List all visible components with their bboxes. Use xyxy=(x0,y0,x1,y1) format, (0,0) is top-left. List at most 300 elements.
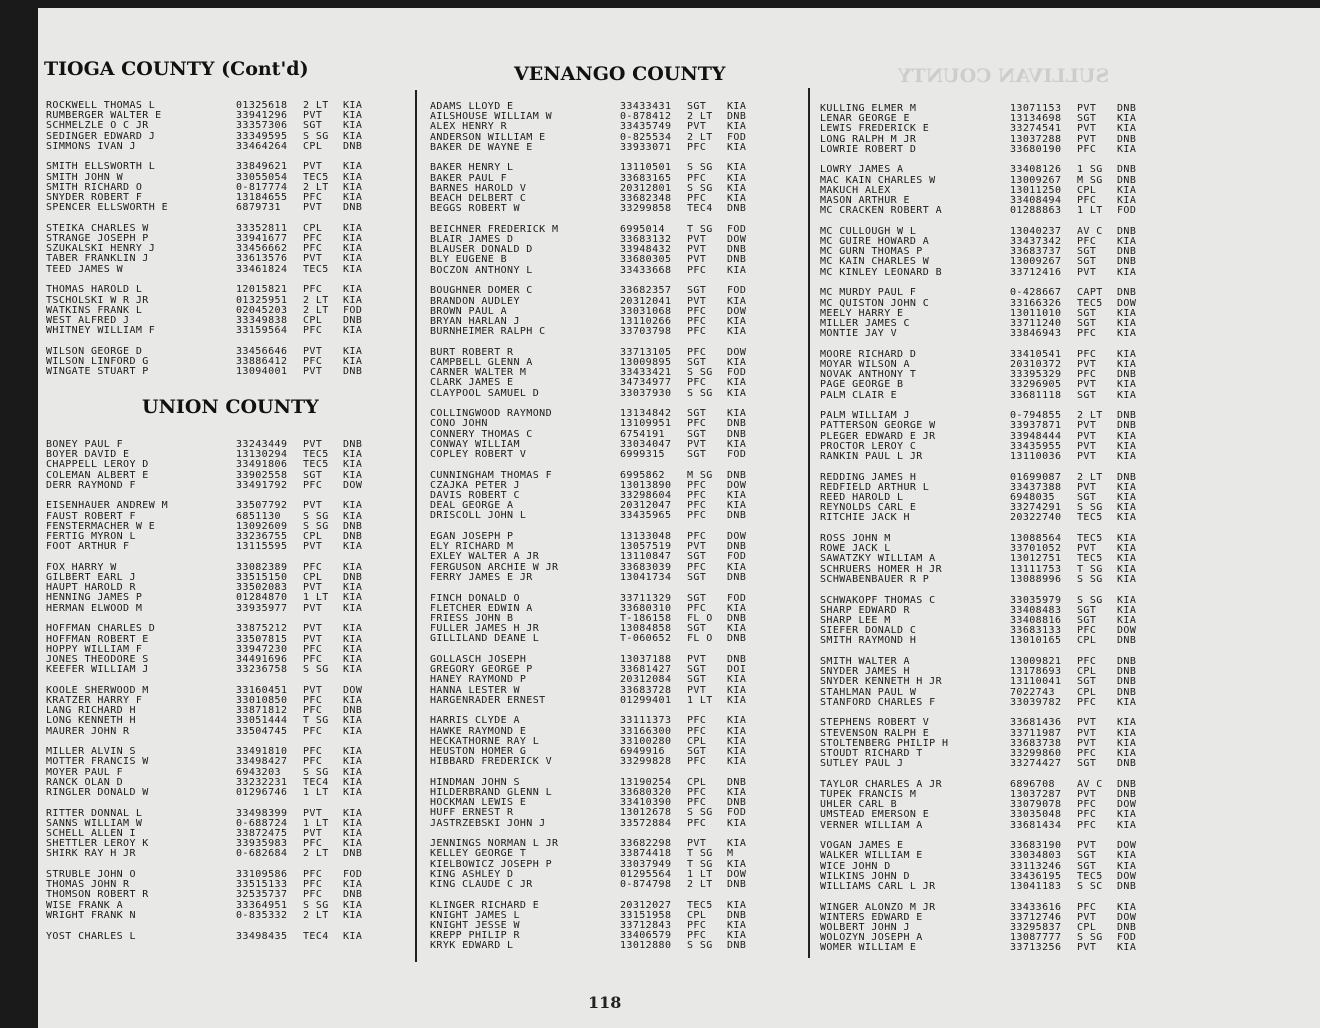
status: KIA xyxy=(343,756,363,768)
casualty-row xyxy=(430,491,757,501)
casualty-row xyxy=(46,111,373,121)
rank: M SG xyxy=(1077,174,1103,186)
serial-number: 33935977 xyxy=(236,602,288,614)
status: KIA xyxy=(727,899,747,911)
serial-number: 33498435 xyxy=(236,930,288,942)
casualty-row xyxy=(430,348,757,358)
casualty-name: RANKIN PAUL L JR xyxy=(820,451,923,462)
serial-number: 33055054 xyxy=(236,171,288,183)
casualty-row xyxy=(820,718,1147,728)
casualty-row xyxy=(46,849,373,859)
status: KIA xyxy=(727,141,747,153)
casualty-row xyxy=(46,819,373,829)
casualty-name: MC CRACKEN ROBERT A xyxy=(820,206,942,217)
serial-number: 33464264 xyxy=(236,140,288,152)
serial-number: 0-874798 xyxy=(620,879,672,890)
status: KIA xyxy=(1117,727,1137,739)
status: KIA xyxy=(343,746,363,758)
rank: S SG xyxy=(687,940,713,952)
serial-number: 33947230 xyxy=(236,643,288,655)
rank: SGT xyxy=(1077,850,1097,862)
casualty-name: HEUSTON HOMER G xyxy=(430,746,527,757)
serial-number: 13057519 xyxy=(620,541,672,553)
rank: PVT xyxy=(303,253,323,265)
casualty-row xyxy=(430,266,757,276)
serial-number: 33504745 xyxy=(236,725,288,737)
casualty-row xyxy=(430,552,757,562)
roster-group xyxy=(430,471,757,522)
rank: CPL xyxy=(1077,184,1097,196)
status: KIA xyxy=(343,879,363,891)
casualty-name: BONEY PAUL F xyxy=(46,440,124,450)
casualty-name: HOFFMAN CHARLES D xyxy=(46,624,156,635)
status: KIA xyxy=(727,787,747,798)
status: DNB xyxy=(727,428,747,440)
casualty-name: SCHWABENBAUER R P xyxy=(820,574,930,585)
casualty-row xyxy=(430,481,757,491)
casualty-row xyxy=(820,135,1147,145)
casualty-name: WICE JOHN D xyxy=(820,861,891,872)
casualty-name: PAGE GEORGE B xyxy=(820,380,904,391)
rank: PVT xyxy=(1077,911,1097,923)
rank: 2 LT xyxy=(303,100,329,111)
serial-number: 33948432 xyxy=(620,244,672,256)
serial-number: 01699087 xyxy=(1010,471,1062,483)
roster-group xyxy=(46,440,373,491)
rank: PVT xyxy=(303,345,323,357)
rank: PFC xyxy=(687,141,707,153)
serial-number: 33166326 xyxy=(1010,297,1062,309)
status: KIA xyxy=(727,674,747,686)
serial-number: 13134842 xyxy=(620,408,672,420)
casualty-row xyxy=(820,483,1147,493)
serial-number: 13012678 xyxy=(620,807,672,819)
status: DNB xyxy=(727,571,747,583)
casualty-row xyxy=(820,810,1147,820)
rank: PVT xyxy=(1077,133,1097,145)
rank: TEC5 xyxy=(1077,512,1103,524)
rank: PFC xyxy=(687,377,707,389)
serial-number: 33436195 xyxy=(1010,870,1062,882)
roster-group xyxy=(820,718,1147,769)
casualty-name: SHARP EDWARD R xyxy=(820,605,910,616)
casualty-name: BLAIR JAMES D xyxy=(430,235,514,246)
status: DNB xyxy=(727,203,747,215)
casualty-name: FERRY JAMES E JR xyxy=(430,572,533,583)
status: KIA xyxy=(343,263,363,275)
casualty-row xyxy=(820,227,1147,237)
serial-number: 13184655 xyxy=(236,192,288,203)
casualty-name: JONES THEODORE S xyxy=(46,654,149,665)
rank: S SG xyxy=(303,510,329,522)
rank: 2 LT xyxy=(687,879,713,890)
rank: PVT xyxy=(1077,440,1097,452)
status: KIA xyxy=(1117,860,1137,872)
serial-number: 6879731 xyxy=(236,202,281,214)
status: KIA xyxy=(343,459,363,471)
casualty-name: SZUKALSKI HENRY J xyxy=(46,244,156,255)
serial-number: 13041183 xyxy=(1010,881,1062,892)
casualty-name: EXLEY WALTER A JR xyxy=(430,552,540,563)
serial-number: 13133048 xyxy=(620,531,672,543)
status: KIA xyxy=(1117,123,1137,135)
serial-number: 0-428667 xyxy=(1010,287,1062,299)
serial-number: 6949916 xyxy=(620,745,665,757)
heading-union-county: UNION COUNTY xyxy=(142,396,319,418)
status: KIA xyxy=(1117,901,1137,913)
casualty-row xyxy=(820,616,1147,626)
casualty-name: FAUST ROBERT F xyxy=(46,511,136,522)
status: KIA xyxy=(343,449,363,461)
serial-number: 33100280 xyxy=(620,735,672,747)
casualty-name: COLEMAN ALBERT E xyxy=(46,470,149,481)
serial-number: 33491810 xyxy=(236,746,288,758)
status: DNB xyxy=(1117,410,1137,422)
status: KIA xyxy=(343,541,363,553)
casualty-row xyxy=(430,614,757,624)
rank: PFC xyxy=(1077,747,1097,759)
casualty-name: MONTIE JAY V xyxy=(820,329,898,340)
serial-number: 13088996 xyxy=(1010,573,1062,585)
casualty-name: FLETCHER EDWIN A xyxy=(430,603,533,614)
status: KIA xyxy=(727,101,747,112)
status: KIA xyxy=(727,326,747,338)
rank: SGT xyxy=(1077,246,1097,258)
serial-number: 33681434 xyxy=(1010,819,1062,831)
rank: PVT xyxy=(1077,481,1097,493)
serial-number: 33683039 xyxy=(620,561,672,573)
casualty-name: PROCTOR LEROY C xyxy=(820,441,917,452)
serial-number: 33712843 xyxy=(620,920,672,932)
casualty-row xyxy=(430,757,757,767)
casualty-row xyxy=(820,790,1147,800)
serial-number: 33507792 xyxy=(236,500,288,512)
casualty-name: STEVENSON RALPH E xyxy=(820,728,930,739)
serial-number: 33395329 xyxy=(1010,369,1062,381)
status: KIA xyxy=(727,756,747,768)
casualty-row xyxy=(820,749,1147,759)
serial-number: 13087777 xyxy=(1010,932,1062,944)
rank: PFC xyxy=(687,418,707,430)
casualty-name: WALKER WILLIAM E xyxy=(820,851,923,862)
serial-number: 33498427 xyxy=(236,756,288,768)
casualty-row xyxy=(46,604,373,614)
casualty-name: TUPEK FRANCIS M xyxy=(820,790,917,800)
status: KIA xyxy=(343,100,363,111)
casualty-name: HAUPT HAROLD R xyxy=(46,583,136,594)
casualty-row xyxy=(820,309,1147,319)
status: KIA xyxy=(1117,573,1137,585)
roster-group xyxy=(46,624,373,675)
rank: PVT xyxy=(687,121,707,133)
serial-number: 33683728 xyxy=(620,684,672,696)
status: FOD xyxy=(727,285,747,297)
casualty-name: KEEFER WILLIAM J xyxy=(46,665,149,676)
rank: PFC xyxy=(303,756,323,768)
rank: PVT xyxy=(1077,737,1097,749)
rank: PVT xyxy=(303,633,323,645)
rank: PVT xyxy=(687,438,707,450)
status: DOW xyxy=(727,531,747,543)
rank: 1 SG xyxy=(1077,164,1103,176)
serial-number: 0-817774 xyxy=(236,181,288,193)
rank: PFC xyxy=(687,510,707,522)
serial-number: 13037287 xyxy=(1010,789,1062,800)
serial-number: 33437388 xyxy=(1010,481,1062,493)
casualty-name: CZAJKA PETER J xyxy=(430,480,520,491)
status: KIA xyxy=(727,408,747,420)
serial-number: 33711240 xyxy=(1010,317,1062,329)
casualty-row xyxy=(820,319,1147,329)
casualty-name: BEGGS ROBERT W xyxy=(430,204,520,215)
status: KIA xyxy=(1117,942,1137,954)
status: FOD xyxy=(343,869,363,881)
serial-number: 33886412 xyxy=(236,355,288,367)
serial-number: 20312027 xyxy=(620,899,672,911)
rank: PFC xyxy=(1077,195,1097,206)
serial-number: 13094001 xyxy=(236,366,288,378)
status: KIA xyxy=(1117,747,1137,759)
casualty-row xyxy=(46,347,373,357)
rank: PFC xyxy=(687,797,707,809)
rank: PVT xyxy=(687,684,707,696)
casualty-row xyxy=(430,440,757,450)
rank: PFC xyxy=(687,920,707,932)
rank: AV C xyxy=(1077,778,1103,790)
rank: SGT xyxy=(687,285,707,297)
casualty-row xyxy=(430,184,757,194)
rank: PVT xyxy=(1077,358,1097,370)
status: FOD xyxy=(1117,205,1137,217)
rank: SGT xyxy=(687,448,707,460)
casualty-name: WISE FRANK A xyxy=(46,900,124,911)
rank: TEC5 xyxy=(303,459,329,471)
casualty-name: REDFIELD ARTHUR L xyxy=(820,482,930,493)
casualty-name: WINGER ALONZO M JR xyxy=(820,902,936,913)
casualty-name: SMITH RICHARD O xyxy=(46,182,143,193)
casualty-row xyxy=(46,880,373,890)
serial-number: 13012880 xyxy=(620,940,672,952)
rank: PFC xyxy=(1077,236,1097,248)
serial-number: 33456646 xyxy=(236,345,288,357)
casualty-row xyxy=(46,193,373,203)
status: KIA xyxy=(727,356,747,368)
serial-number: 13084858 xyxy=(620,623,672,635)
casualty-row xyxy=(820,841,1147,851)
serial-number: 33712416 xyxy=(1010,266,1062,278)
status: DOW xyxy=(1117,625,1137,637)
casualty-row xyxy=(430,286,757,296)
status: FOD xyxy=(727,223,747,235)
casualty-row xyxy=(430,778,757,788)
rank: CPL xyxy=(303,222,323,234)
rank: PFC xyxy=(303,889,323,901)
column-divider-right xyxy=(808,88,810,958)
status: DNB xyxy=(343,889,363,901)
casualty-row xyxy=(430,675,757,685)
serial-number: 13009895 xyxy=(620,356,672,368)
serial-number: 20312047 xyxy=(620,500,672,512)
status: KIA xyxy=(727,377,747,389)
serial-number: 0-878412 xyxy=(620,111,672,123)
rank: PFC xyxy=(1077,696,1097,708)
casualty-name: MC MURDY PAUL F xyxy=(820,288,917,299)
serial-number: 7022743 xyxy=(1010,686,1055,698)
casualty-name: KNIGHT JAMES L xyxy=(430,910,520,921)
casualty-name: FINCH DONALD O xyxy=(430,593,520,604)
rank: PFC xyxy=(687,479,707,491)
casualty-row xyxy=(820,299,1147,309)
rank: PFC xyxy=(1077,655,1097,667)
rank: S SG xyxy=(687,387,713,399)
serial-number: 0-835332 xyxy=(236,909,288,921)
rank: PVT xyxy=(303,623,323,635)
casualty-row xyxy=(46,686,373,696)
roster-group xyxy=(820,534,1147,585)
casualty-row xyxy=(820,575,1147,585)
serial-number: 01299401 xyxy=(620,694,672,706)
casualty-name: HILDERBRAND GLENN L xyxy=(430,788,552,798)
casualty-name: WILKINS JOHN D xyxy=(820,871,910,882)
serial-number: 13115595 xyxy=(236,541,288,553)
casualty-name: MC KAIN CHARLES W xyxy=(820,257,930,268)
casualty-name: BAKER HENRY L xyxy=(430,163,514,174)
serial-number: 33433431 xyxy=(620,101,672,112)
rank: PVT xyxy=(1077,450,1097,462)
casualty-name: HINDMAN JOHN S xyxy=(430,777,520,788)
casualty-name: STAHLMAN PAUL W xyxy=(820,687,917,698)
status: KIA xyxy=(1117,358,1137,370)
casualty-name: HAWKE RAYMOND E xyxy=(430,726,527,737)
casualty-name: WILLIAMS CARL L JR xyxy=(820,882,936,892)
serial-number: 13037288 xyxy=(1010,133,1062,145)
serial-number: 33034047 xyxy=(620,438,672,450)
roster-group xyxy=(46,101,373,152)
casualty-row xyxy=(820,780,1147,790)
serial-number: 33846943 xyxy=(1010,328,1062,340)
casualty-row xyxy=(46,665,373,675)
status: KIA xyxy=(343,909,363,921)
serial-number: 13110501 xyxy=(620,162,672,174)
casualty-name: LONG KENNETH H xyxy=(46,716,136,727)
casualty-name: SUTLEY PAUL J xyxy=(820,759,904,770)
casualty-name: BOCZON ANTHONY L xyxy=(430,265,533,276)
status: KIA xyxy=(343,602,363,614)
status: KIA xyxy=(1117,850,1137,862)
serial-number: 33713105 xyxy=(620,346,672,358)
casualty-row xyxy=(430,133,757,143)
serial-number: T-060652 xyxy=(620,633,672,645)
casualty-name: KOOLE SHERWOOD M xyxy=(46,685,149,696)
status: KIA xyxy=(343,243,363,255)
casualty-row xyxy=(46,132,373,142)
casualty-name: SHETTLER LEROY K xyxy=(46,839,149,850)
roster-group xyxy=(820,841,1147,892)
casualty-name: THOMAS JOHN R xyxy=(46,880,130,891)
status: DNB xyxy=(1117,666,1137,678)
status: DNB xyxy=(1117,287,1137,299)
status: DNB xyxy=(1117,778,1137,790)
status: DOW xyxy=(727,305,747,317)
status: DNB xyxy=(727,797,747,809)
casualty-row xyxy=(820,247,1147,257)
serial-number: 34734977 xyxy=(620,377,672,389)
rank: PFC xyxy=(303,284,323,296)
status: KIA xyxy=(727,838,747,850)
serial-number: 20310372 xyxy=(1010,358,1062,370)
status: DOW xyxy=(343,684,363,696)
rank: SGT xyxy=(687,745,707,757)
rank: PVT xyxy=(1077,840,1097,852)
casualty-row xyxy=(430,594,757,604)
rank: PVT xyxy=(687,254,707,266)
status: DNB xyxy=(727,612,747,624)
status: DNB xyxy=(727,254,747,266)
serial-number: 13009821 xyxy=(1010,655,1062,667)
rank: T SG xyxy=(1077,563,1103,575)
roster-group xyxy=(430,716,757,767)
rank: SGT xyxy=(687,674,707,686)
rank: S SG xyxy=(303,766,329,778)
serial-number: 20312801 xyxy=(620,182,672,194)
status: KIA xyxy=(1117,533,1137,545)
serial-number: 33872475 xyxy=(236,828,288,839)
serial-number: 6995862 xyxy=(620,469,665,481)
casualty-name: NOVAK ANTHONY T xyxy=(820,370,917,381)
status: DNB xyxy=(727,909,747,921)
heading-tioga-county: TIOGA COUNTY (Cont'd) xyxy=(44,58,309,80)
serial-number: 13134698 xyxy=(1010,113,1062,125)
rank: PFC xyxy=(303,192,323,203)
casualty-row xyxy=(430,255,757,265)
casualty-row xyxy=(430,204,757,214)
rank: PFC xyxy=(687,756,707,768)
serial-number: 33701052 xyxy=(1010,543,1062,555)
casualty-row xyxy=(820,237,1147,247)
status: DNB xyxy=(727,633,747,645)
rank: PVT xyxy=(1077,420,1097,432)
status: KIA xyxy=(343,294,363,306)
rank: SGT xyxy=(303,469,323,481)
rank: 2 LT xyxy=(1077,471,1103,483)
serial-number: 0-688724 xyxy=(236,817,288,829)
status: KIA xyxy=(1117,389,1137,401)
status: DNB xyxy=(343,572,363,584)
serial-number: 33109586 xyxy=(236,869,288,881)
casualty-row xyxy=(820,851,1147,861)
rank: PFC xyxy=(1077,819,1097,831)
casualty-row xyxy=(430,665,757,675)
status: KIA xyxy=(727,500,747,512)
casualty-row xyxy=(430,655,757,665)
serial-number: 33159564 xyxy=(236,325,288,337)
roster-group xyxy=(430,348,757,399)
casualty-row xyxy=(430,430,757,440)
status: KIA xyxy=(1117,696,1137,708)
status: M xyxy=(727,848,734,860)
status: FOD xyxy=(727,551,747,563)
status: KIA xyxy=(343,807,363,819)
casualty-name: SMITH RAYMOND H xyxy=(820,636,917,647)
roster-group xyxy=(430,655,757,706)
casualty-row xyxy=(820,421,1147,431)
casualty-name: MC QUISTON JOHN C xyxy=(820,298,930,309)
status: DNB xyxy=(727,418,747,430)
status: KIA xyxy=(1117,440,1137,452)
status: KIA xyxy=(727,438,747,450)
casualty-row xyxy=(430,696,757,706)
casualty-row xyxy=(820,596,1147,606)
